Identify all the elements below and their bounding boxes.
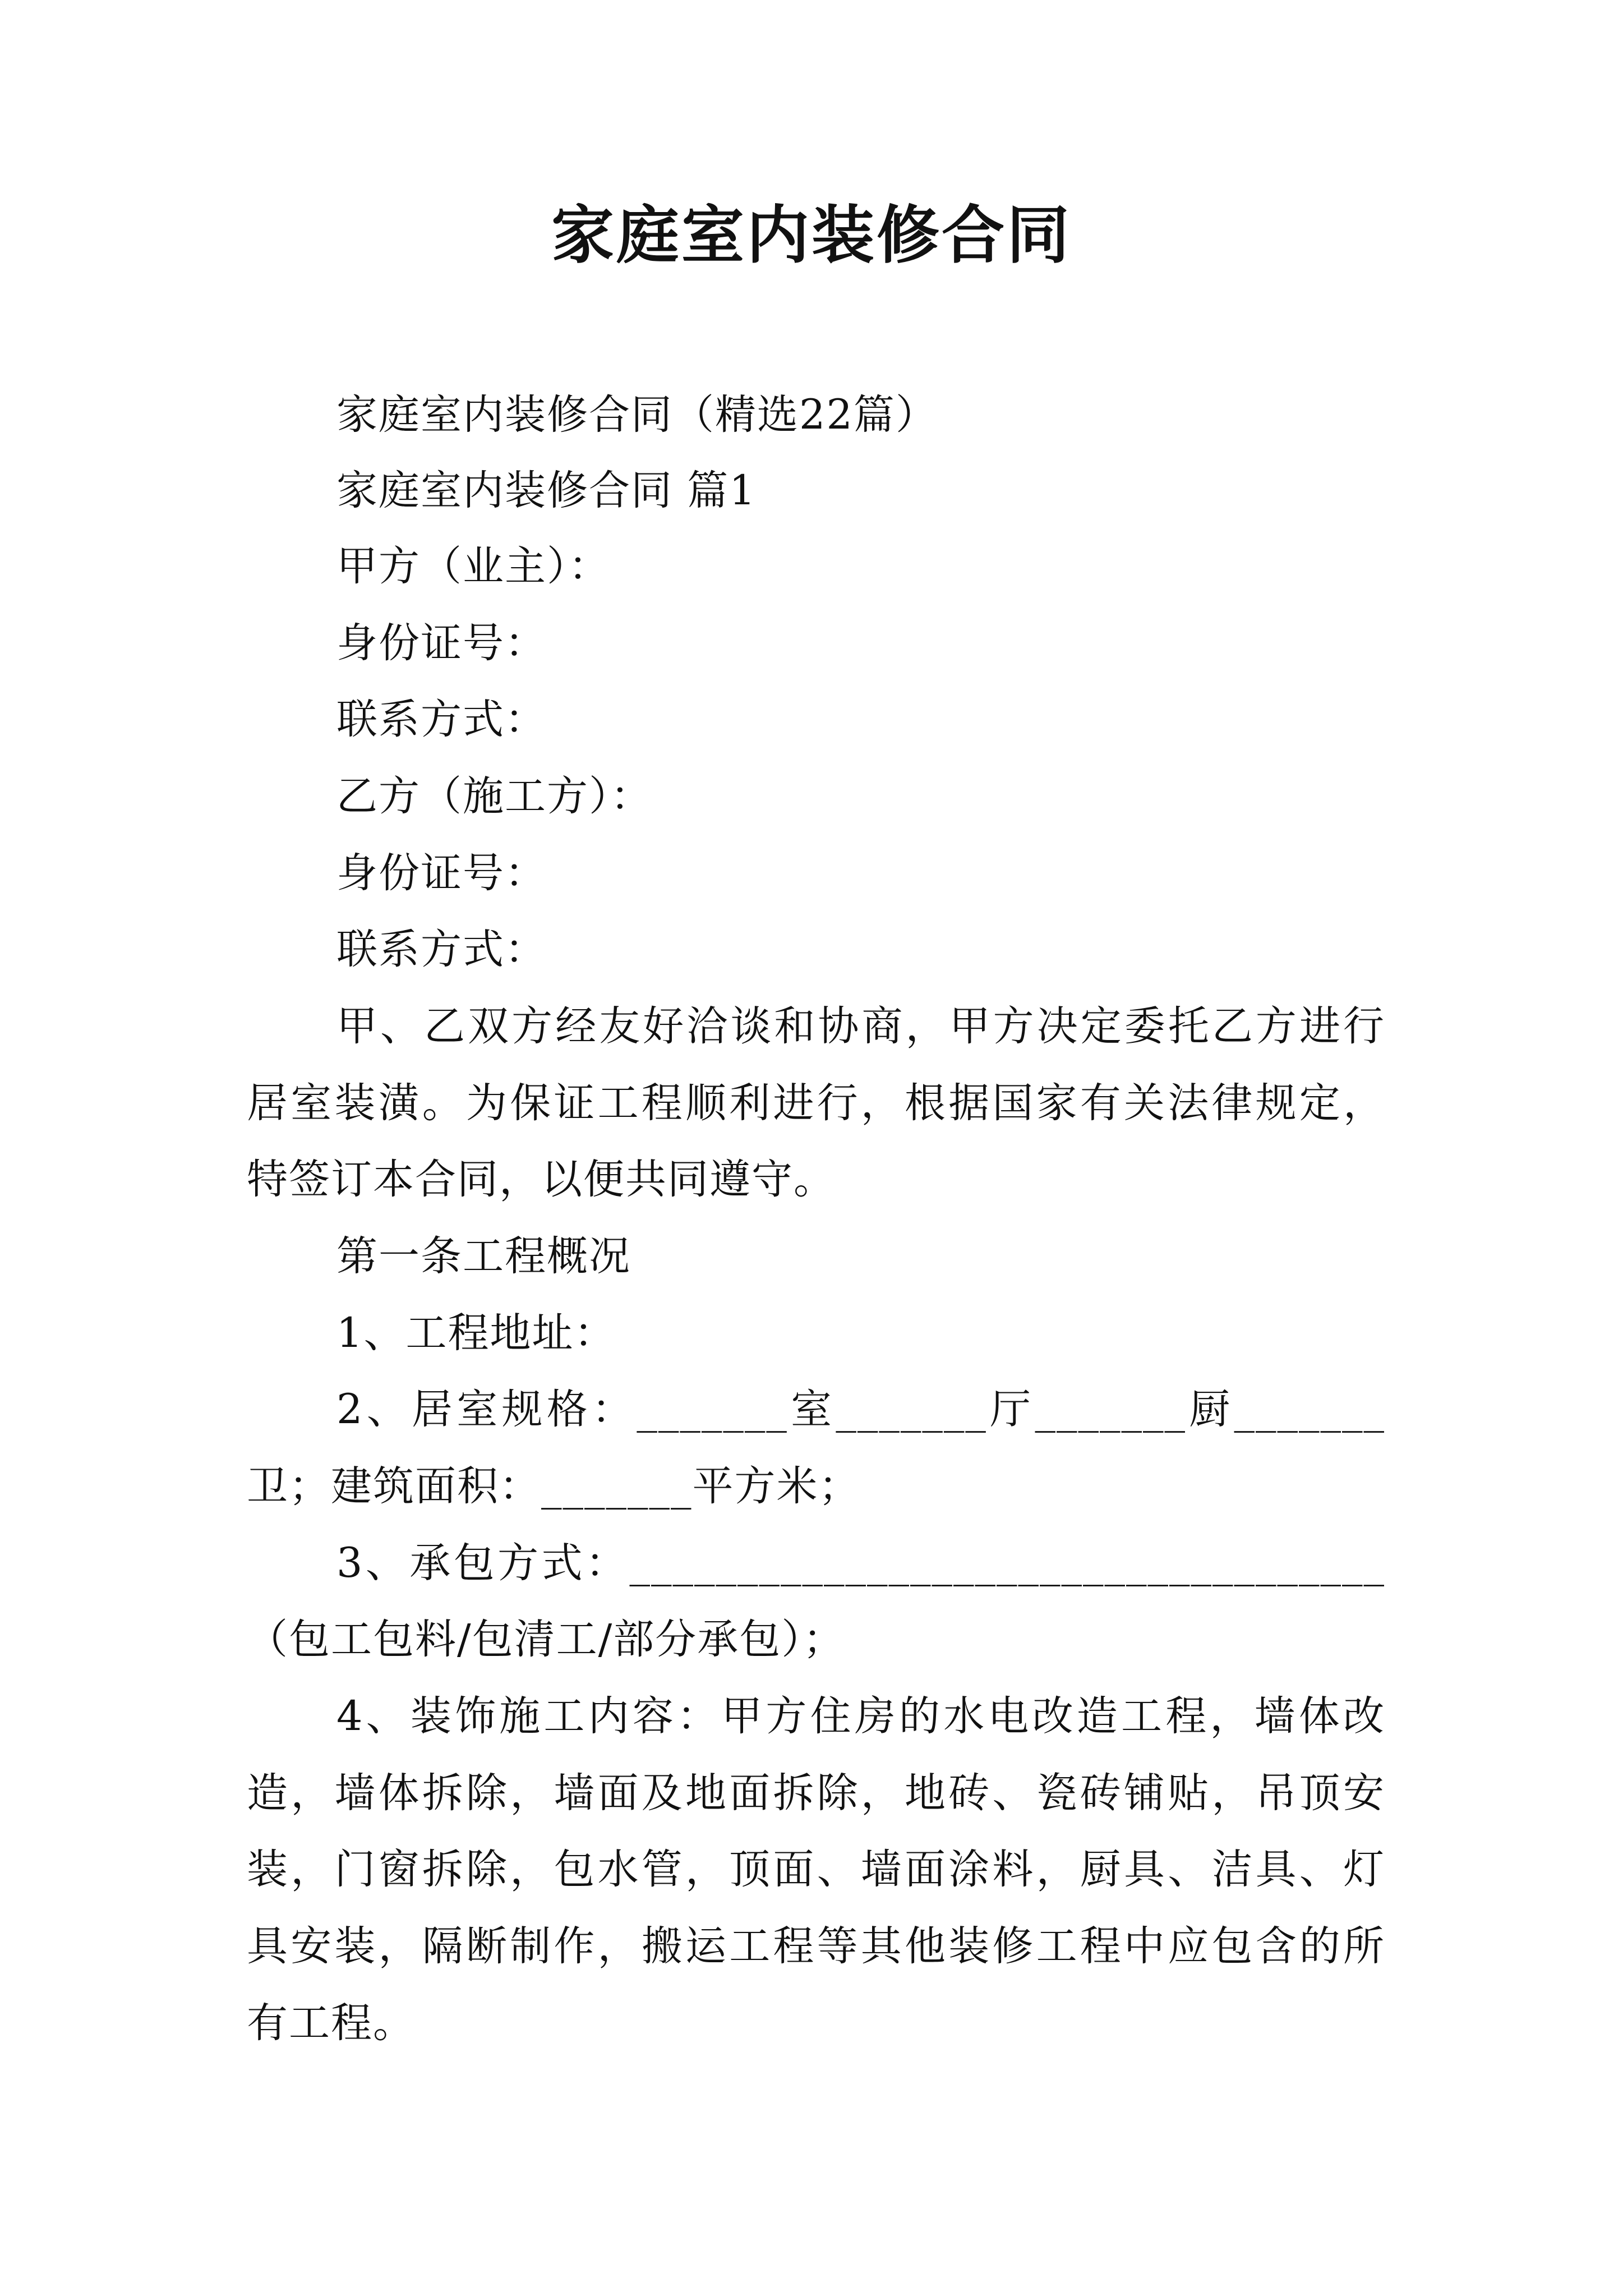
party-a-label: 甲方（业主）： bbox=[336, 542, 611, 590]
article-heading: 第一条工程概况 bbox=[336, 1232, 631, 1280]
document-title: 家庭室内装修合同 bbox=[551, 199, 1072, 272]
party-b-contact-label: 联系方式： bbox=[336, 926, 547, 973]
party-b-id-label: 身份证号： bbox=[336, 849, 547, 897]
doc-subtitle: 家庭室内装修合同（精选22篇） bbox=[336, 391, 938, 439]
clause-line: （包工包料/包清工/部分承包）； bbox=[247, 1616, 845, 1663]
clause-line: 造，墙体拆除，墙面及地面拆除，地砖、瓷砖铺贴，吊顶安 bbox=[247, 1769, 1385, 1817]
clause-line: 卫；建筑面积：_______平方米； bbox=[247, 1462, 861, 1510]
section-heading: 家庭室内装修合同 篇1 bbox=[336, 467, 757, 514]
clause-line: 4、装饰施工内容：甲方住房的水电改造工程，墙体改 bbox=[336, 1692, 1385, 1740]
party-a-id-label: 身份证号： bbox=[336, 619, 547, 667]
paragraph-line: 居室装潢。为保证工程顺利进行，根据国家有关法律规定， bbox=[247, 1079, 1385, 1127]
paragraph-line: 特签订本合同，以便共同遵守。 bbox=[247, 1156, 836, 1203]
clause-line: 1、工程地址： bbox=[336, 1309, 616, 1357]
clause-line: 2、居室规格：_______室_______厅_______厨_______ bbox=[336, 1386, 1385, 1433]
clause-line: 装，门窗拆除，包水管，顶面、墙面涂料，厨具、洁具、灯 bbox=[247, 1846, 1385, 1893]
clause-line: 3、承包方式：___________________________________ bbox=[336, 1539, 1385, 1587]
clause-line: 具安装，隔断制作，搬运工程等其他装修工程中应包含的所 bbox=[247, 1922, 1385, 1970]
clause-line: 有工程。 bbox=[247, 1999, 415, 2047]
party-a-contact-label: 联系方式： bbox=[336, 696, 547, 743]
paragraph-line: 甲、乙双方经友好洽谈和协商，甲方决定委托乙方进行 bbox=[336, 1002, 1385, 1050]
party-b-label: 乙方（施工方）： bbox=[336, 772, 653, 820]
